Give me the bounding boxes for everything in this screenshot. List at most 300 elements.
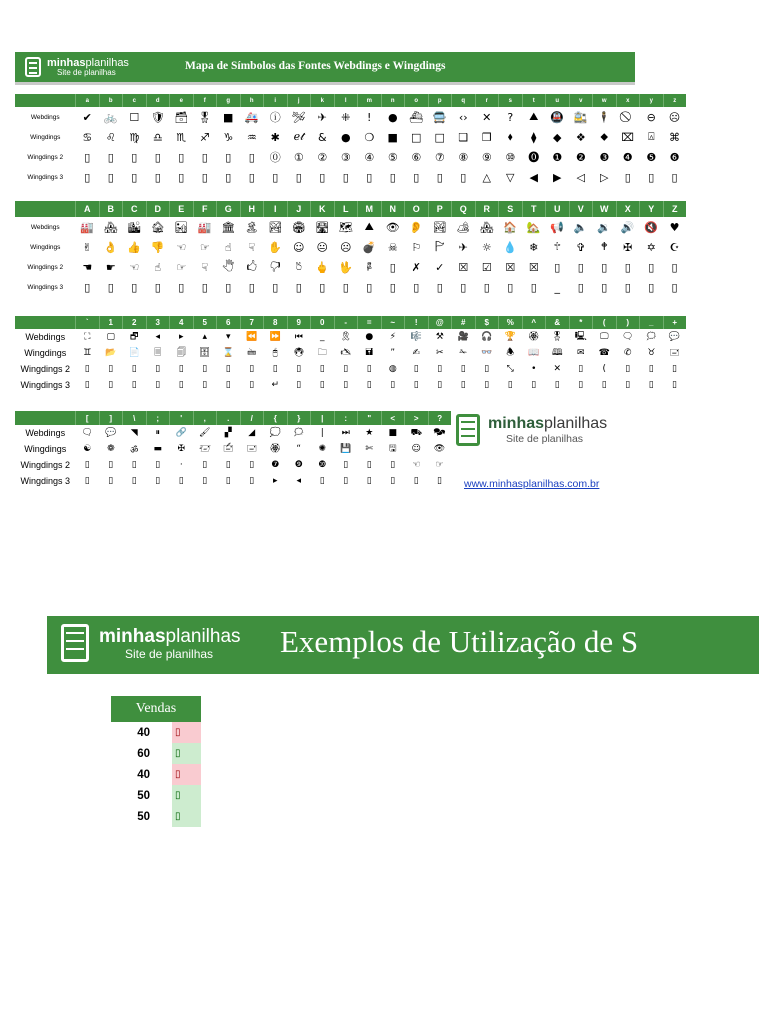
symbol-cell: ④ xyxy=(364,150,375,164)
symbol-cell: 🛣 xyxy=(315,220,330,234)
symbol-cell: ▽ xyxy=(506,170,515,184)
symbol-cell: ▯ xyxy=(413,170,420,184)
column-key: : xyxy=(334,411,358,425)
symbol-cell: 🎼 xyxy=(410,332,422,342)
symbol-cell: ▸ xyxy=(272,476,278,486)
symbol-cell: 🖑 xyxy=(222,259,235,273)
symbol-cell: ⑩ xyxy=(505,150,516,164)
symbol-cell: ▯ xyxy=(437,380,443,390)
row-label: Webdings xyxy=(25,428,66,438)
symbol-cell: ▯ xyxy=(437,476,442,486)
symbol-cell: ✕ xyxy=(553,364,562,374)
symbol-cell: ▯ xyxy=(249,476,255,486)
column-key: m xyxy=(358,94,382,107)
symbol-cell: ▯ xyxy=(343,460,349,470)
symbol-cell: ⤡ xyxy=(506,364,514,374)
column-key: Z xyxy=(663,201,686,217)
spreadsheet-logo-icon xyxy=(25,57,41,77)
column-key: [ xyxy=(76,411,100,425)
symbol-cell: 🕈 xyxy=(600,240,608,253)
symbol-cell: 👓 xyxy=(481,348,493,358)
symbol-cell: 🔈 xyxy=(573,220,588,234)
symbol-cell: 🖅 xyxy=(199,444,211,454)
column-key: T xyxy=(522,201,546,217)
symbol-cell: ▯ xyxy=(624,170,631,184)
symbol-cell: 🏛 xyxy=(221,220,236,234)
sales-row xyxy=(111,806,201,827)
symbol-cell: ❹ xyxy=(622,150,633,164)
symbol-cell: ⏩ xyxy=(269,332,281,342)
symbol-cell: △ xyxy=(482,170,491,184)
symbol-cell: ! xyxy=(367,110,372,124)
symbol-cell: ☑ xyxy=(481,260,492,274)
symbol-cell: ▯ xyxy=(154,170,161,184)
row-label: Wingdings 2 xyxy=(27,153,64,161)
symbol-cell: ⧫ xyxy=(531,130,537,144)
symbol-cell: ⏪ xyxy=(246,332,258,342)
symbol-cell: ☜ xyxy=(176,240,187,254)
symbol-cell: ▯ xyxy=(366,364,372,374)
site-link[interactable]: www.minhasplanilhas.com.br xyxy=(464,478,600,490)
column-key: 9 xyxy=(287,316,311,329)
symbol-cell: ▯ xyxy=(672,364,677,374)
symbol-cell: ॐ xyxy=(130,445,139,456)
symbol-cell: ⛴ xyxy=(409,110,424,124)
symbol-cell: 👌 xyxy=(103,240,118,254)
symbol-row xyxy=(15,473,451,489)
column-key: l xyxy=(334,94,358,107)
column-key: ' xyxy=(170,411,194,425)
column-key: o xyxy=(405,94,429,107)
column-key: B xyxy=(99,201,123,217)
row-label: Wingdings 3 xyxy=(27,173,64,181)
symbol-cell: ❻ xyxy=(669,150,680,164)
symbol-cell: 🔉 xyxy=(597,220,612,234)
symbol-cell: ☹ xyxy=(340,240,352,254)
symbol-cell: ☺ xyxy=(411,444,421,454)
symbol-cell: ▯ xyxy=(366,476,372,486)
symbol-cell: ❁ xyxy=(106,444,115,454)
symbol-cell: ▯ xyxy=(343,476,349,486)
symbol-cell: ▾ xyxy=(225,332,231,342)
symbol-cell: ❾ xyxy=(294,460,303,470)
column-key: % xyxy=(499,316,523,329)
symbol-cell: 💣 xyxy=(362,240,377,254)
column-key: s xyxy=(499,94,523,107)
symbol-cell: ▯ xyxy=(389,170,396,184)
symbol-cell: 🔇 xyxy=(644,220,659,234)
symbol-cell: 🕭 xyxy=(506,348,515,358)
column-key: 1 xyxy=(99,316,123,329)
symbol-cell: ▶ xyxy=(553,170,562,184)
symbol-cell: ▯ xyxy=(624,260,631,274)
brand-name: minhasplanilhas xyxy=(488,414,608,432)
column-key: ! xyxy=(405,316,429,329)
symbol-cell: ⑦ xyxy=(434,150,445,164)
symbol-cell: ✈ xyxy=(458,240,468,254)
column-key: h xyxy=(240,94,264,107)
symbol-cell: 💧 xyxy=(503,240,518,254)
symbol-cell: 🖲 xyxy=(293,348,305,358)
symbol-cell: ▯ xyxy=(201,280,208,294)
column-key: b xyxy=(99,94,123,107)
symbol-cell: ▯ xyxy=(201,170,208,184)
symbol-cell: ▯ xyxy=(225,380,231,390)
symbol-cell: ☒ xyxy=(505,260,516,274)
symbol-cell: ▯ xyxy=(671,170,678,184)
column-key: F xyxy=(193,201,217,217)
symbol-cell: 👍 xyxy=(127,240,142,254)
symbol-cell: ⌛ xyxy=(222,348,234,358)
spreadsheet-logo-icon xyxy=(456,414,480,446)
symbol-cell: ▯ xyxy=(648,260,655,274)
symbol-cell: ▯ xyxy=(343,364,349,374)
column-key: - xyxy=(334,316,358,329)
symbol-cell: 🕴 xyxy=(597,110,612,124)
symbol-cell: ▯ xyxy=(154,280,161,294)
symbol-cell: ▯ xyxy=(319,380,325,390)
symbol-cell: ▯ xyxy=(178,170,185,184)
status-symbol: ▯ xyxy=(172,785,201,806)
symbol-cell: ✌ xyxy=(82,240,92,254)
symbol-cell: 🎖 xyxy=(197,110,212,124)
column-key: M xyxy=(358,201,382,217)
row-label: Wingdings 3 xyxy=(20,476,71,486)
symbol-cell: ▯ xyxy=(249,380,255,390)
row-label: Wingdings xyxy=(30,133,61,141)
symbol-row xyxy=(15,127,686,147)
lowercase-symbol-table xyxy=(15,94,686,187)
symbol-cell: ● xyxy=(387,110,398,124)
column-key: 8 xyxy=(264,316,288,329)
symbol-cell: ▯ xyxy=(202,380,208,390)
symbol-cell: ▯ xyxy=(155,364,161,374)
symbol-cell: ✈ xyxy=(317,110,327,124)
symbol-cell: ▯ xyxy=(389,260,396,274)
symbol-cell: ♑ xyxy=(223,130,234,144)
symbol-cell: ▯ xyxy=(108,364,114,374)
symbol-cell: ▯ xyxy=(84,150,91,164)
symbol-cell: 🗗 xyxy=(130,332,139,342)
column-key: ^ xyxy=(522,316,546,329)
spreadsheet-logo-icon xyxy=(61,624,89,662)
symbol-cell: 👁 xyxy=(385,220,400,234)
symbol-cell: ◂ xyxy=(155,332,161,342)
symbol-cell: ▯ xyxy=(483,280,490,294)
symbol-cell: ⬧ xyxy=(507,130,513,143)
symbol-cell: 🗏 xyxy=(154,348,162,358)
symbol-cell: ▯ xyxy=(296,364,302,374)
symbol-cell: ▯ xyxy=(648,380,654,390)
column-key: y xyxy=(640,94,664,107)
symbol-cell: ℯ𝓉 xyxy=(293,130,304,143)
symbol-cell: ▯ xyxy=(107,150,114,164)
symbol-cell: 🗐 xyxy=(176,348,186,358)
column-key: W xyxy=(593,201,617,217)
digit-symbol-table xyxy=(15,316,686,393)
symbol-cell: ♋ xyxy=(82,130,93,144)
symbol-cell: 🏟 xyxy=(291,220,306,234)
header-corner xyxy=(15,94,76,107)
symbol-cell: 🏜 xyxy=(174,220,189,234)
symbol-cell: ▯ xyxy=(178,280,185,294)
symbol-cell: ☹ xyxy=(668,110,681,124)
sales-value: 50 xyxy=(137,810,150,823)
row-label: Wingdings xyxy=(30,243,61,251)
symbol-cell: 🗨 xyxy=(81,428,93,438)
symbol-cell: 🏭 xyxy=(197,220,212,234)
header-corner xyxy=(15,201,76,217)
symbol-cell: ▯ xyxy=(155,380,161,390)
symbol-cell: 🗯 xyxy=(293,428,305,438)
symbol-cell: ▯ xyxy=(131,476,137,486)
symbol-row xyxy=(15,167,686,187)
symbol-cell: ▯ xyxy=(201,150,208,164)
symbol-cell: ▯ xyxy=(507,280,514,294)
symbol-cell: ✗ xyxy=(411,260,421,274)
symbol-cell: ■ xyxy=(223,110,234,124)
symbol-cell: ☼ xyxy=(481,240,492,254)
symbol-cell: 🖆 xyxy=(222,444,234,454)
column-key: a xyxy=(76,94,100,107)
column-key: q xyxy=(452,94,476,107)
symbol-cell: ▯ xyxy=(108,460,114,470)
symbol-cell: 🏱 xyxy=(435,239,445,253)
symbol-cell: ▯ xyxy=(155,476,161,486)
symbol-cell: ▯ xyxy=(413,476,419,486)
symbol-cell: ▯ xyxy=(249,460,255,470)
symbol-cell: 💬 xyxy=(668,332,681,342)
column-key: @ xyxy=(428,316,452,329)
symbol-cell: 🖓 xyxy=(269,259,281,273)
symbol-cell: ☛ xyxy=(105,260,116,274)
column-key: < xyxy=(381,411,405,425)
symbol-cell: ⚡ xyxy=(389,332,396,342)
sales-value: 60 xyxy=(137,747,150,760)
symbol-cell: ▯ xyxy=(601,260,608,274)
brand-name: minhasplanilhas xyxy=(47,56,129,69)
symbol-cell: ▯ xyxy=(131,170,138,184)
symbol-cell: 💭 xyxy=(269,428,281,438)
symbol-cell: ● xyxy=(365,332,374,342)
column-key: * xyxy=(569,316,593,329)
column-key: f xyxy=(193,94,217,107)
symbol-cell: ▯ xyxy=(390,460,396,470)
symbol-cell: ▯ xyxy=(578,380,584,390)
symbol-cell: ❶ xyxy=(552,150,563,164)
row-label: Webdings xyxy=(30,113,60,121)
symbol-cell: ▯ xyxy=(437,364,443,374)
column-key: { xyxy=(264,411,288,425)
symbol-cell: ⏭ xyxy=(341,428,350,438)
symbol-cell: 🏭 xyxy=(80,220,95,234)
symbol-cell: ▷ xyxy=(600,170,609,184)
symbol-cell: 🚇 xyxy=(550,110,565,124)
column-key: $ xyxy=(475,316,499,329)
symbol-cell: ❒ xyxy=(481,130,492,144)
sales-row xyxy=(111,764,201,785)
symbol-cell: ◀ xyxy=(529,170,538,184)
column-key: i xyxy=(264,94,288,107)
brand-tagline: Site de planilhas xyxy=(506,432,584,445)
symbol-row xyxy=(15,217,686,237)
symbol-cell: 🕆 xyxy=(553,240,561,253)
symbol-cell: ◥ xyxy=(130,428,138,438)
symbol-cell: ✠ xyxy=(177,444,186,454)
column-key: . xyxy=(217,411,241,425)
symbol-cell: ▯ xyxy=(272,280,279,294)
symbol-cell: ☐ xyxy=(129,110,140,124)
symbol-cell: ▯ xyxy=(248,150,255,164)
symbol-cell: ⓘ xyxy=(269,111,281,124)
symbol-cell: 🏞 xyxy=(432,220,447,234)
symbol-cell: 🏞 xyxy=(268,220,283,234)
symbol-cell: ▯ xyxy=(578,364,584,374)
symbol-cell: 🎥 xyxy=(457,332,469,342)
symbol-cell: ▯ xyxy=(248,170,255,184)
symbol-row xyxy=(15,237,686,257)
symbol-cell: 🖃 xyxy=(669,348,680,358)
symbol-cell: | xyxy=(320,428,324,438)
symbol-cell: 🖎 xyxy=(340,348,352,358)
symbol-cell: 📢 xyxy=(550,220,565,234)
symbol-cell: ▯ xyxy=(343,380,349,390)
symbol-cell: ♊ xyxy=(83,348,92,358)
symbol-cell: 🗫 xyxy=(433,428,446,438)
symbol-cell: ⬥ xyxy=(600,130,609,143)
symbol-cell: ✕ xyxy=(482,110,492,124)
sales-value: 40 xyxy=(137,726,150,739)
symbol-cell: ▯ xyxy=(460,380,466,390)
symbol-cell: ▯ xyxy=(178,364,184,374)
symbol-row xyxy=(15,441,451,457)
column-key: j xyxy=(287,94,311,107)
symbol-cell: 🖮 xyxy=(247,348,257,358)
symbol-cell: 🏚 xyxy=(150,220,165,234)
symbol-cell: ▯ xyxy=(107,280,114,294)
brand-logo xyxy=(25,57,129,77)
symbol-cell: ⓿ xyxy=(528,151,540,164)
column-key: P xyxy=(428,201,452,217)
brand-name: minhasplanilhas xyxy=(99,625,241,647)
symbol-cell: ⌘ xyxy=(669,130,680,144)
symbol-cell: 🗨 xyxy=(622,332,634,342)
symbol-cell: 🖵 xyxy=(599,332,609,342)
symbol-cell: ▯ xyxy=(413,380,419,390)
symbol-cell: ⑨ xyxy=(481,150,492,164)
symbol-cell: ▯ xyxy=(484,380,490,390)
symbol-cell: ▯ xyxy=(178,380,184,390)
column-key: S xyxy=(499,201,523,217)
sales-value: 50 xyxy=(137,789,150,802)
symbol-cell: ▯ xyxy=(436,170,443,184)
symbol-cell: □ xyxy=(411,130,422,144)
symbol-cell: ② xyxy=(317,150,328,164)
symbol-cell: ▯ xyxy=(131,150,138,164)
symbol-cell: ⑥ xyxy=(411,150,422,164)
symbol-cell: ” xyxy=(390,348,396,358)
symbol-cell: 🖌 xyxy=(199,428,211,438)
symbol-cell: ▯ xyxy=(84,380,90,390)
symbol-cell: ✺ xyxy=(318,444,327,454)
column-key: p xyxy=(428,94,452,107)
column-key: ) xyxy=(616,316,640,329)
symbol-cell: 🛩 xyxy=(291,110,306,124)
symbol-row xyxy=(15,457,451,473)
symbol-cell: ▯ xyxy=(178,150,185,164)
column-key: n xyxy=(381,94,405,107)
sales-value: 40 xyxy=(137,768,150,781)
column-key: H xyxy=(240,201,264,217)
symbol-row xyxy=(15,361,686,377)
symbol-cell: ☞ xyxy=(435,460,444,470)
symbol-cell: 🏝 xyxy=(244,220,259,234)
symbol-cell: ▯ xyxy=(436,280,443,294)
symbol-cell: ▯ xyxy=(249,364,255,374)
column-key: Q xyxy=(452,201,476,217)
column-key: D xyxy=(146,201,170,217)
symbol-cell: 🏵 xyxy=(269,444,281,454)
symbol-cell: ▯ xyxy=(507,380,513,390)
symbol-cell: ⛰ xyxy=(364,220,374,233)
column-key: I xyxy=(264,201,288,217)
symbol-cell: ▯ xyxy=(484,364,490,374)
column-key: k xyxy=(311,94,335,107)
symbol-cell: ▯ xyxy=(178,476,184,486)
symbol-cell: 🚑 xyxy=(244,110,259,124)
symbol-cell: 🏆 xyxy=(504,332,516,342)
column-key: ( xyxy=(593,316,617,329)
symbol-cell: ☒ xyxy=(528,260,539,274)
symbol-cell: ① xyxy=(293,150,304,164)
symbol-cell: ▯ xyxy=(84,476,90,486)
symbol-cell: ▯ xyxy=(319,170,326,184)
symbol-cell: ☺ xyxy=(293,240,305,254)
symbol-cell: 👁 xyxy=(433,444,446,454)
column-key: J xyxy=(287,201,311,217)
symbol-cell: ▯ xyxy=(601,280,608,294)
column-key: ] xyxy=(99,411,123,425)
symbol-cell: ⁜ xyxy=(341,110,351,124)
column-key: # xyxy=(452,316,476,329)
symbol-cell: _ xyxy=(554,280,560,294)
column-key: 0 xyxy=(311,316,335,329)
column-key: d xyxy=(146,94,170,107)
symbol-cell: 📄 xyxy=(128,348,140,358)
symbol-cell: ☚ xyxy=(82,260,93,274)
symbol-cell: ♎ xyxy=(152,130,163,144)
column-key: & xyxy=(546,316,570,329)
symbol-cell: ▬ xyxy=(153,444,162,454)
symbol-cell: ▯ xyxy=(530,280,537,294)
column-key: , xyxy=(193,411,217,425)
symbol-cell: ✆ xyxy=(623,348,632,358)
symbol-cell: ❷ xyxy=(575,150,586,164)
symbol-row xyxy=(15,329,686,345)
column-key: / xyxy=(240,411,264,425)
symbol-cell: ▯ xyxy=(295,280,302,294)
symbol-cell: ▯ xyxy=(272,170,279,184)
header-corner xyxy=(15,316,76,329)
symbol-cell: 🏵 xyxy=(528,332,540,342)
column-key: | xyxy=(311,411,335,425)
symbol-cell: _ xyxy=(320,332,325,342)
symbol-cell: ▯ xyxy=(554,260,561,274)
symbol-cell: ✄ xyxy=(365,444,374,454)
symbol-cell: ▯ xyxy=(319,364,325,374)
sales-row xyxy=(111,785,201,806)
symbol-cell: ▯ xyxy=(460,170,467,184)
